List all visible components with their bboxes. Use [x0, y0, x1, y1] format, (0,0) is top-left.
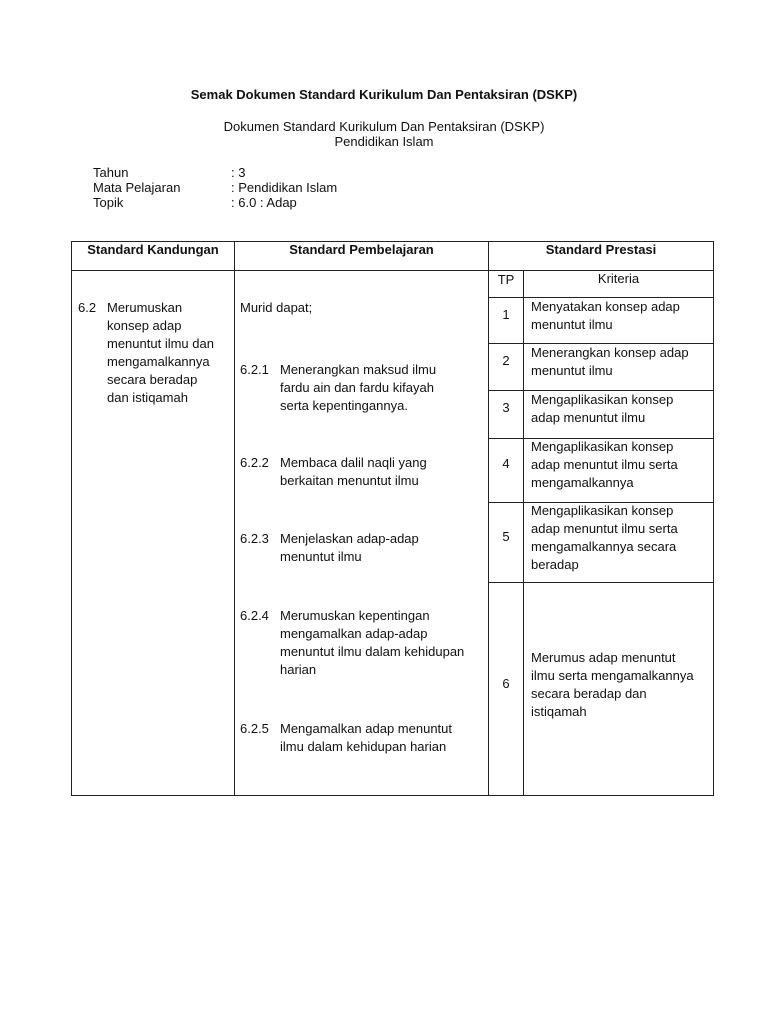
- pembelajaran-intro: Murid dapat;: [240, 300, 313, 315]
- kriteria-3-line-2: adap menuntut ilmu: [531, 410, 646, 425]
- kriteria-5-line-2: adap menuntut ilmu serta: [531, 521, 678, 536]
- header-kriteria: Kriteria: [597, 271, 640, 286]
- col-divider-2: [488, 242, 489, 796]
- meta-value-tahun: : 3: [231, 165, 246, 180]
- kriteria-2-line-2: menuntut ilmu: [531, 363, 613, 378]
- kriteria-3-line-1: Mengaplikasikan konsep: [531, 392, 674, 407]
- kriteria-1-line-2: menuntut ilmu: [531, 317, 613, 332]
- tp-number-5: 5: [502, 529, 510, 544]
- kriteria-4-line-2: adap menuntut ilmu serta: [531, 457, 678, 472]
- pembelajaran-622-line-1: Membaca dalil naqli yang: [280, 455, 427, 470]
- pembelajaran-624-line-4: harian: [280, 662, 317, 677]
- header-standard-pembelajaran: Standard Pembelajaran: [289, 242, 434, 257]
- meta-label-tahun: Tahun: [93, 165, 129, 180]
- kriteria-5-line-4: beradap: [531, 557, 579, 572]
- kriteria-5-line-3: mengamalkannya secara: [531, 539, 677, 554]
- kriteria-4-line-1: Mengaplikasikan konsep: [531, 439, 674, 454]
- tp-number-1: 1: [502, 307, 510, 322]
- meta-value-mata-pelajaran: : Pendidikan Islam: [231, 180, 338, 195]
- pembelajaran-625-line-2: ilmu dalam kehidupan harian: [280, 739, 447, 754]
- subject-name: Pendidikan Islam: [334, 134, 434, 149]
- tp-number-2: 2: [502, 353, 510, 368]
- kriteria-6-line-2: ilmu serta mengamalkannya: [531, 668, 694, 683]
- pembelajaran-code-624: 6.2.4: [240, 608, 269, 623]
- kandungan-line-6: dan istiqamah: [107, 390, 188, 405]
- pembelajaran-code-625: 6.2.5: [240, 721, 269, 736]
- meta-value-topik: : 6.0 : Adap: [231, 195, 297, 210]
- header-standard-prestasi: Standard Prestasi: [545, 242, 657, 257]
- kriteria-4-line-3: mengamalkannya: [531, 475, 634, 490]
- dskp-table: [71, 241, 714, 796]
- pembelajaran-621-line-3: serta kepentingannya.: [280, 398, 408, 413]
- pembelajaran-code-622: 6.2.2: [240, 455, 269, 470]
- kriteria-6-line-3: secara beradap dan: [531, 686, 647, 701]
- kandungan-code: 6.2: [78, 300, 97, 315]
- kriteria-6-line-1: Merumus adap menuntut: [531, 650, 676, 665]
- pembelajaran-code-623: 6.2.3: [240, 531, 269, 546]
- kriteria-5-line-1: Mengaplikasikan konsep: [531, 503, 674, 518]
- tp-number-3: 3: [502, 400, 510, 415]
- kandungan-line-3: menuntut ilmu dan: [107, 336, 214, 351]
- pembelajaran-624-line-2: mengamalkan adap-adap: [280, 626, 428, 641]
- kriteria-2-line-1: Menerangkan konsep adap: [531, 345, 689, 360]
- pembelajaran-625-line-1: Mengamalkan adap menuntut: [280, 721, 453, 736]
- col-divider-3: [523, 270, 524, 796]
- tp-number-4: 4: [502, 456, 510, 471]
- pembelajaran-621-line-2: fardu ain dan fardu kifayah: [280, 380, 434, 395]
- pembelajaran-622-line-2: berkaitan menuntut ilmu: [280, 473, 419, 488]
- kandungan-line-2: konsep adap: [107, 318, 182, 333]
- document-title: Semak Dokumen Standard Kurikulum Dan Pentaksiran (DSKP): [190, 87, 578, 102]
- kriteria-6-line-4: istiqamah: [531, 704, 587, 719]
- kriteria-1-line-1: Menyatakan konsep adap: [531, 299, 680, 314]
- pembelajaran-623-line-2: menuntut ilmu: [280, 549, 362, 564]
- meta-label-topik: Topik: [93, 195, 124, 210]
- row-divider-5: [488, 582, 713, 583]
- tp-number-6: 6: [502, 676, 510, 691]
- header-tp: TP: [497, 272, 515, 287]
- col-divider-1: [234, 242, 235, 796]
- pembelajaran-624-line-3: menuntut ilmu dalam kehidupan: [280, 644, 465, 659]
- pembelajaran-623-line-1: Menjelaskan adap-adap: [280, 531, 419, 546]
- pembelajaran-621-line-1: Menerangkan maksud ilmu: [280, 362, 437, 377]
- pembelajaran-code-621: 6.2.1: [240, 362, 269, 377]
- document-subtitle: Dokumen Standard Kurikulum Dan Pentaksiran (DSKP): [223, 119, 545, 134]
- meta-label-mata-pelajaran: Mata Pelajaran: [93, 180, 181, 195]
- kandungan-line-5: secara beradap: [107, 372, 198, 387]
- header-standard-kandungan: Standard Kandungan: [87, 242, 219, 257]
- kandungan-line-1: Merumuskan: [107, 300, 183, 315]
- pembelajaran-624-line-1: Merumuskan kepentingan: [280, 608, 430, 623]
- kandungan-line-4: mengamalkannya: [107, 354, 210, 369]
